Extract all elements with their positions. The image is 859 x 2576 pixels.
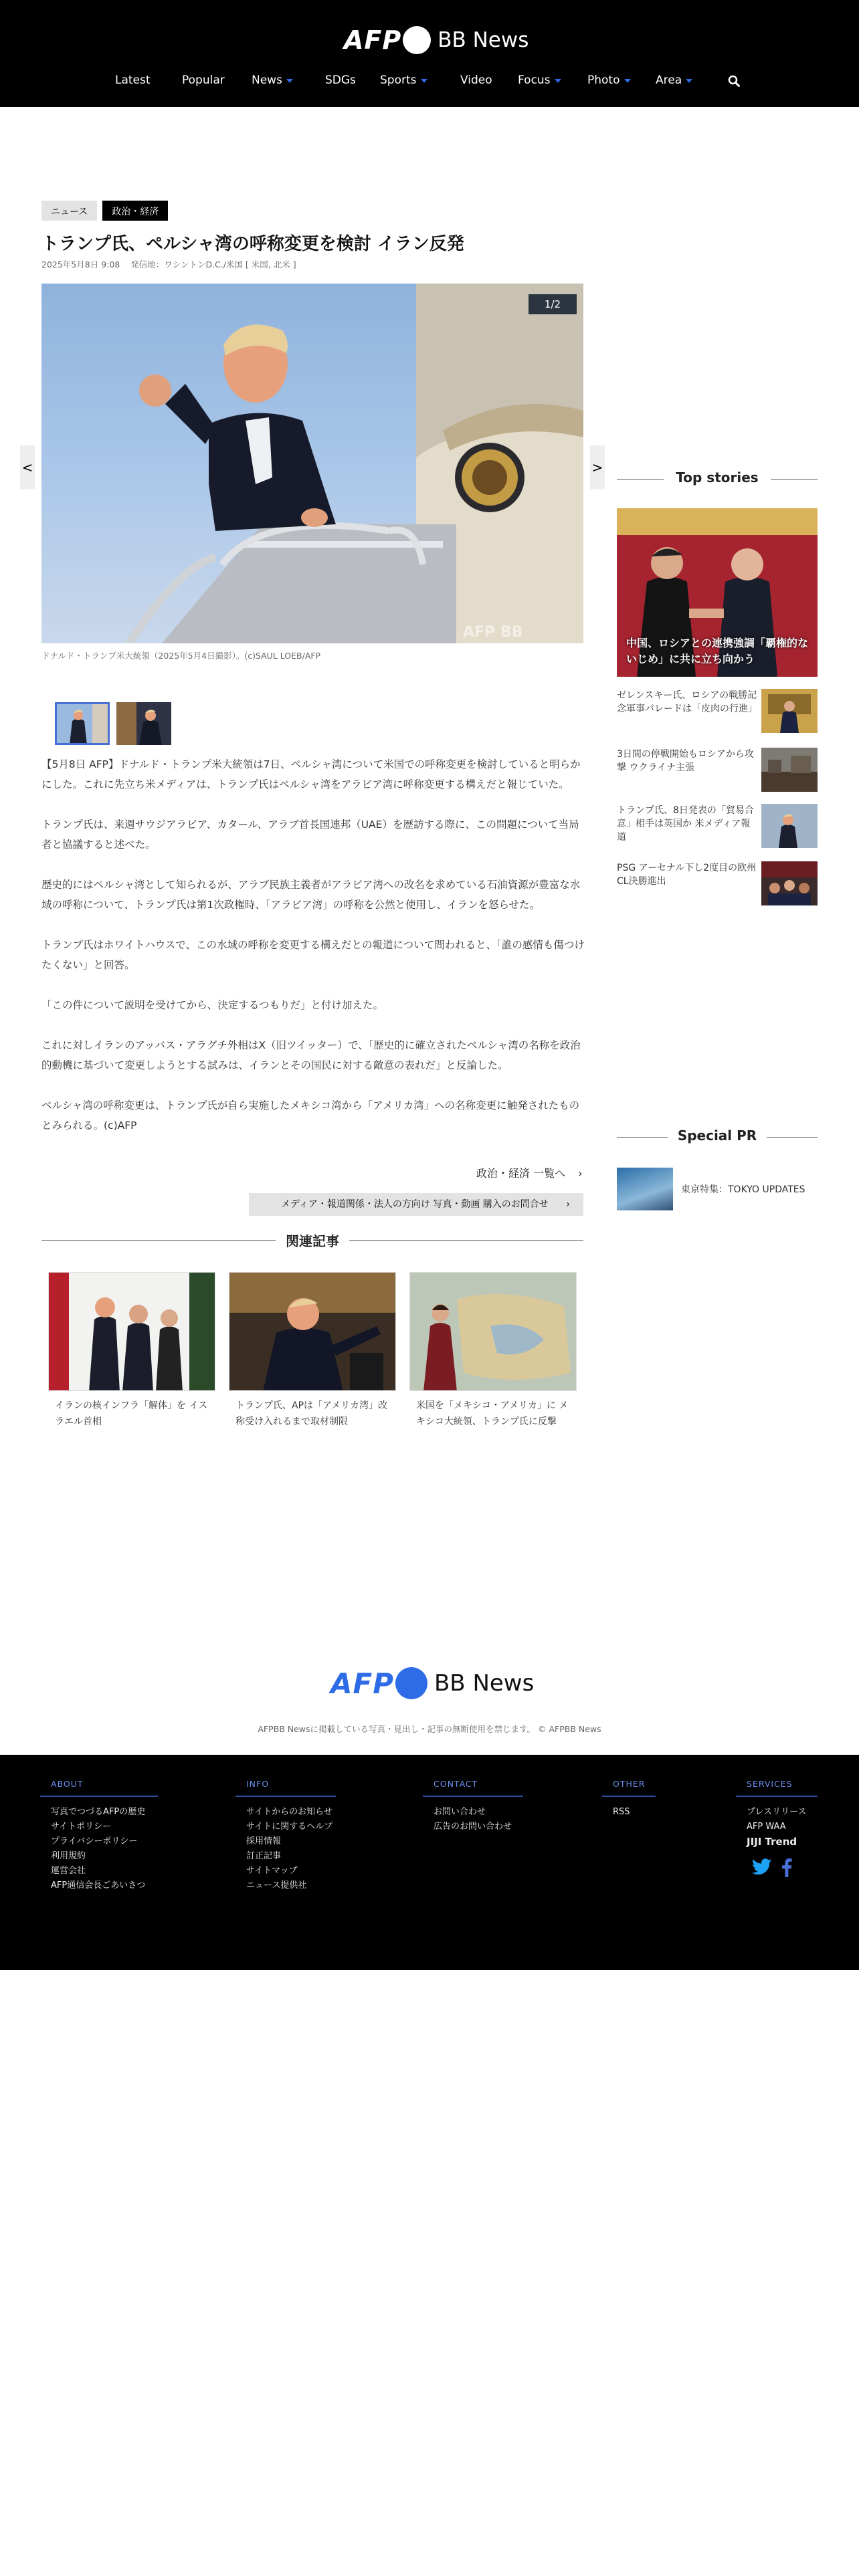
logo-bb-news: BB News [438,28,529,52]
chevron-right-icon: › [566,1199,570,1210]
thumbnail-2[interactable] [116,702,171,745]
top-story-item[interactable] [617,748,818,793]
footer-column-other [602,1779,656,1820]
chevron-down-icon [624,79,631,83]
copyright-notice: AFPBB Newsに掲載している写真・見出し・記事の無断使用を禁じます。 © AFPBB News [258,1724,601,1734]
footer-column-title: ABOUT [40,1779,158,1797]
top-story-title: トランプ氏、8日発表の「貿易合意」相手は英国か 米メディア報道 [617,805,754,843]
nav-label: News [252,74,282,87]
logo-circle-icon [395,1667,427,1699]
top-story-title: 3日間の停戦開始もロシアから攻撃 ウクライナ主張 [617,749,754,773]
footer-link[interactable]: AFP WAA [747,1822,786,1832]
article-paragraph: 【5月8日 AFP】ドナルド・トランプ米大統領は7日、ペルシャ湾について米国での呼称変更を検討していると明らかにした。これに先立ち米メディアは、トランプ氏はペルシャ湾をアラビア湾に呼称変更する構えだと報じていた。 [41,758,581,790]
category-list-link[interactable] [476,1165,583,1180]
related-articles-header [41,1230,583,1251]
footer-link[interactable]: 写真でつづるAFPの歴史 [51,1807,146,1817]
article-paragraph: トランプ氏は、来週サウジアラビア、カタール、アラブ首長国連邦（UAE）を歴訪する際に、この問題について当局者と協議すると述べた。 [41,819,579,851]
article-paragraph: ベルシャ湾の呼称変更は、トランプ氏が自ら実施したメキシコ湾から「アメリカ湾」への名称変更に触発されたものとみられる。(c)AFP [41,1099,580,1132]
special-pr-item[interactable] [617,1168,818,1214]
nav-label: SDGs [325,74,356,87]
jiji-trend-link[interactable]: JIJI Trend [747,1836,797,1848]
related-article-image [48,1272,215,1391]
footer-link[interactable]: 採用情報 [246,1836,282,1846]
footer-logo[interactable] [330,1665,534,1701]
nav-label: Sports [380,74,417,87]
category-list-label: 政治・経済 一覧へ [476,1167,566,1180]
article-paragraph: 歴史的にはペルシャ湾として知られるが、アラブ民族主義者がアラビア湾への改名を求めている石油資源が豊富な水域の呼称について、トランプ氏は第1次政権時、「アラビア湾」の呼称を公然と使用し、イランを怒らせた。 [41,879,581,911]
footer-link[interactable]: 広告のお問い合わせ [434,1822,512,1832]
site-logo[interactable] [344,24,529,56]
thumbnail-1[interactable] [55,702,110,745]
related-article-image [229,1272,396,1391]
footer-link[interactable]: サイトに関するヘルプ [246,1822,333,1832]
top-story-item[interactable] [617,861,818,907]
logo-bb-news: BB News [434,1670,535,1697]
footer-link[interactable]: サイトからのお知らせ [246,1807,332,1817]
photo-counter: 1/2 [529,294,577,314]
footer-link[interactable]: ニュース提供社 [246,1881,307,1891]
photo-thumbnails [55,702,171,745]
top-story-thumbnail [761,748,818,792]
related-article-card[interactable] [409,1272,577,1430]
chevron-down-icon [686,79,692,83]
twitter-icon[interactable] [752,1858,772,1880]
chevron-right-icon: › [578,1167,583,1180]
photo-caption: ドナルド・トランプ米大統領（2025年5月4日撮影）。(c)SAUL LOEB/AFP [41,651,321,661]
article-tags [41,201,168,221]
nav-sdgs[interactable] [325,74,356,87]
footer-link[interactable]: AFP通信会長ごあいさつ [51,1881,146,1891]
tag-category[interactable]: 政治・経済 [102,201,168,221]
footer-column-info [235,1779,336,1893]
footer-link[interactable]: 訂正記事 [246,1851,282,1861]
footer-link[interactable]: 利用規約 [51,1851,86,1861]
article-paragraph: 「この件について説明を受けてから、決定するつもりだ」と付け加えた。 [41,999,384,1011]
footer-column-title: OTHER [602,1779,656,1797]
purchase-inquiry-bar[interactable] [249,1193,583,1216]
top-story-feature[interactable] [617,508,818,677]
footer-column-about [40,1779,158,1893]
footer-link[interactable]: RSS [613,1807,630,1817]
purchase-inquiry-label: メディア・報道関係・法人の方向け 写真・動画 購入のお問合せ [281,1199,549,1210]
top-story-thumbnail [761,861,818,905]
footer-link[interactable]: 運営会社 [51,1866,86,1876]
related-article-image [409,1272,577,1391]
footer-column-title: SERVICES [736,1779,818,1797]
article-date: 2025年5月8日 9:08 [41,259,120,270]
site-header [0,0,859,107]
divider-line [41,1240,276,1241]
chevron-down-icon [286,79,293,83]
nav-label: Focus [518,74,551,87]
related-article-title: トランプ氏、APは「アメリカ湾」改称受け入れるまで取材制限 [235,1400,388,1427]
nav-focus[interactable] [518,74,561,87]
article-location: 発信地：ワシントンD.C./米国 [ 米国, 北米 ] [130,259,296,270]
footer-column-title: INFO [235,1779,336,1797]
top-story-title: PSG アーセナル下し2度目の欧州CL決勝進出 [617,863,757,887]
nav-label: Video [460,74,492,87]
top-stories-header [617,469,818,490]
hero-image [41,284,583,643]
footer-column-contact [423,1779,523,1834]
top-story-thumbnail [761,689,818,733]
article-paragraph: トランプ氏はホワイトハウスで、この水域の呼称を変更する構えだとの報道について問われると、「誰の感情も傷つけたくない」と回答。 [41,939,585,971]
related-articles-title: 関連記事 [286,1233,339,1249]
logo-circle-icon [403,26,431,54]
special-pr-label: 東京特集：TOKYO UPDATES [681,1184,805,1195]
nav-area[interactable] [656,74,692,87]
next-photo-arrow[interactable]: > [590,445,605,490]
chevron-down-icon [421,79,427,83]
logo-afp: AFP [330,1667,394,1700]
related-article-title: 米国を「メキシコ・アメリカ」に メキシコ大統領、トランプ氏に反撃 [416,1400,569,1427]
site-footer [0,1755,859,1970]
logo-afp: AFP [344,25,402,55]
special-pr-thumbnail [617,1168,673,1210]
tag-news[interactable]: ニュース [41,201,97,221]
top-story-item[interactable] [617,689,818,734]
related-article-card[interactable] [229,1272,396,1430]
photo-watermark: AFP BB [463,624,523,641]
nav-sports[interactable] [380,74,427,87]
top-stories-title: Top stories [676,469,759,486]
social-links [736,1858,818,1880]
facebook-icon[interactable] [781,1858,792,1880]
related-article-title: イランの核インフラ「解体」を イスラエル首相 [55,1400,208,1427]
footer-column-title: CONTACT [423,1779,523,1797]
nav-label: Photo [587,74,620,87]
article-body [41,754,585,1156]
nav-label: Popular [182,74,225,87]
main-nav [0,71,859,95]
prev-photo-arrow[interactable]: < [20,445,35,490]
nav-label: Latest [115,74,151,87]
article-meta [41,258,296,270]
article-paragraph: これに対しイランのアッバス・アラグチ外相はX（旧ツイッター）で、「歴史的に確立されたペルシャ湾の名称を政治的動機に基づいて変更しようとする試みは、イランとその国民に対する敵意の表れだ」と反論した。 [41,1039,581,1071]
nav-photo[interactable] [587,74,631,87]
divider-line [767,1137,818,1138]
hero-photo[interactable] [41,284,583,643]
nav-popular[interactable] [182,74,225,87]
nav-news[interactable] [252,74,293,87]
footer-link[interactable]: プライバシーポリシー [51,1836,138,1846]
chevron-down-icon [555,79,561,83]
nav-video[interactable] [460,74,492,87]
divider-line [349,1240,583,1241]
top-story-title: ゼレンスキー氏、ロシアの戦勝記念軍事パレードは「皮肉の行進」 [617,690,757,714]
footer-link[interactable]: サイトマップ [246,1866,298,1876]
related-article-card[interactable] [48,1272,215,1430]
nav-latest[interactable] [115,74,151,87]
footer-link[interactable]: サイトポリシー [51,1822,112,1832]
special-pr-header [617,1128,818,1148]
footer-link[interactable]: お問い合わせ [434,1807,486,1817]
article-title: トランプ氏、ペルシャ湾の呼称変更を検討 イラン反発 [41,234,464,254]
footer-column-services [736,1779,818,1880]
special-pr-title: Special PR [677,1128,757,1144]
footer-link[interactable]: プレスリリース [747,1807,807,1817]
search-icon[interactable] [728,75,740,87]
top-story-feature-title: 中国、ロシアとの連携強調「覇権的ないじめ」に共に立ち向かう [626,637,809,665]
top-story-item[interactable] [617,804,818,849]
top-story-thumbnail [761,804,818,848]
nav-label: Area [656,74,682,87]
